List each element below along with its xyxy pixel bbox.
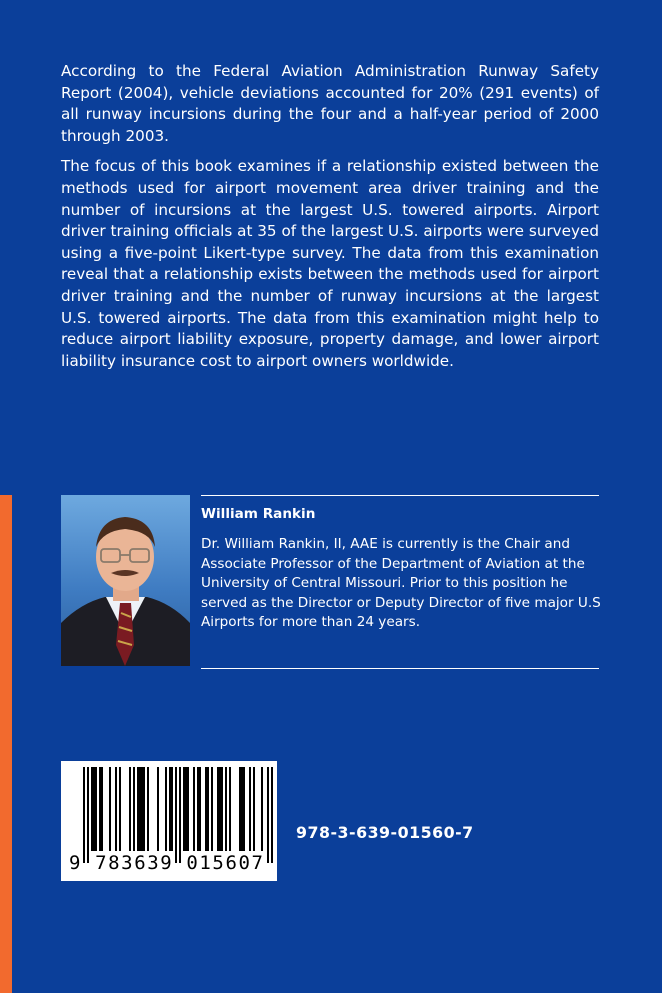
barcode-bar bbox=[193, 767, 195, 851]
barcode-bar bbox=[175, 767, 177, 863]
barcode-bar bbox=[225, 767, 227, 851]
barcode-bar bbox=[241, 767, 243, 851]
barcode-bar bbox=[211, 767, 213, 851]
barcode-bar bbox=[197, 767, 199, 851]
author-photo bbox=[61, 495, 190, 666]
barcode-bar bbox=[95, 767, 97, 851]
barcode-bar bbox=[253, 767, 255, 851]
isbn-barcode bbox=[61, 761, 277, 881]
barcode-bar bbox=[119, 767, 121, 851]
barcode-bar bbox=[99, 767, 101, 851]
barcode-bar bbox=[199, 767, 201, 851]
barcode-bar bbox=[205, 767, 207, 851]
author-section bbox=[61, 495, 601, 670]
barcode-bar bbox=[179, 767, 181, 863]
barcode-bar bbox=[87, 767, 89, 863]
barcode-bar bbox=[271, 767, 273, 863]
barcode-bar bbox=[249, 767, 251, 851]
barcode-bar bbox=[91, 767, 93, 851]
barcode-bar bbox=[109, 767, 111, 851]
author-rule-top bbox=[201, 495, 599, 496]
barcode-bar bbox=[137, 767, 139, 851]
barcode-bar bbox=[129, 767, 131, 851]
barcode-bar bbox=[93, 767, 95, 851]
barcode-bar bbox=[207, 767, 209, 851]
barcode-bar bbox=[239, 767, 241, 851]
barcode-bar bbox=[229, 767, 231, 851]
blurb-paragraph-1: According to the Federal Aviation Administration Runway Safety Report (2004), vehicle deviations accounted for 20% (291 events) of all runway incursions during the four and a half-year period of 2000 through 2003. bbox=[61, 62, 599, 145]
barcode-bar bbox=[133, 767, 135, 851]
barcode-bar bbox=[267, 767, 269, 863]
barcode-bar bbox=[157, 767, 159, 851]
barcode-bar bbox=[141, 767, 143, 851]
orange-accent-strip bbox=[0, 495, 12, 993]
author-rule-bottom bbox=[201, 668, 599, 669]
barcode-digits: 9 783639 015607 bbox=[69, 852, 265, 874]
barcode-bar bbox=[101, 767, 103, 851]
barcode-bar bbox=[217, 767, 219, 851]
blurb-paragraph-2: The focus of this book examines if a relationship existed between the methods used for airport movement area driver training and the number of incursions at the largest U.S. towered airports. Airport driver training officials at 35 of the largest U.S. airports were surveyed using a five-point Likert-type survey. The data from this examination reveal that a relationship exists between the methods used for airport driver training and the number of runway incursions at the largest U.S. towered airports. The data from this examination might help to reduce airport liability exposure, property damage, and lower airport liability insurance cost to airport owners worldwide. bbox=[61, 157, 599, 370]
barcode-bar bbox=[243, 767, 245, 851]
barcode-bar bbox=[171, 767, 173, 851]
author-bio: Dr. William Rankin, II, AAE is currently is the Chair and Associate Professor of the Department of Aviation at the University of Central Missouri. Prior to this position he served as the Director or Deputy Director of five major U.S Airports for more than 24 years. bbox=[201, 536, 601, 630]
author-name: William Rankin bbox=[201, 506, 316, 522]
barcode-bar bbox=[261, 767, 263, 851]
barcode-bar bbox=[219, 767, 221, 851]
barcode-bar bbox=[83, 767, 85, 863]
barcode-bar bbox=[147, 767, 149, 851]
barcode-bar bbox=[185, 767, 187, 851]
barcode-bar bbox=[139, 767, 141, 851]
barcode-bar bbox=[187, 767, 189, 851]
barcode-bar bbox=[143, 767, 145, 851]
barcode-bar bbox=[115, 767, 117, 851]
barcode-bar bbox=[183, 767, 185, 851]
barcode-bar bbox=[221, 767, 223, 851]
barcode-bar bbox=[169, 767, 171, 851]
back-cover-blurb bbox=[61, 61, 599, 381]
barcode-bar bbox=[165, 767, 167, 851]
isbn-number: 978-3-639-01560-7 bbox=[296, 823, 474, 842]
